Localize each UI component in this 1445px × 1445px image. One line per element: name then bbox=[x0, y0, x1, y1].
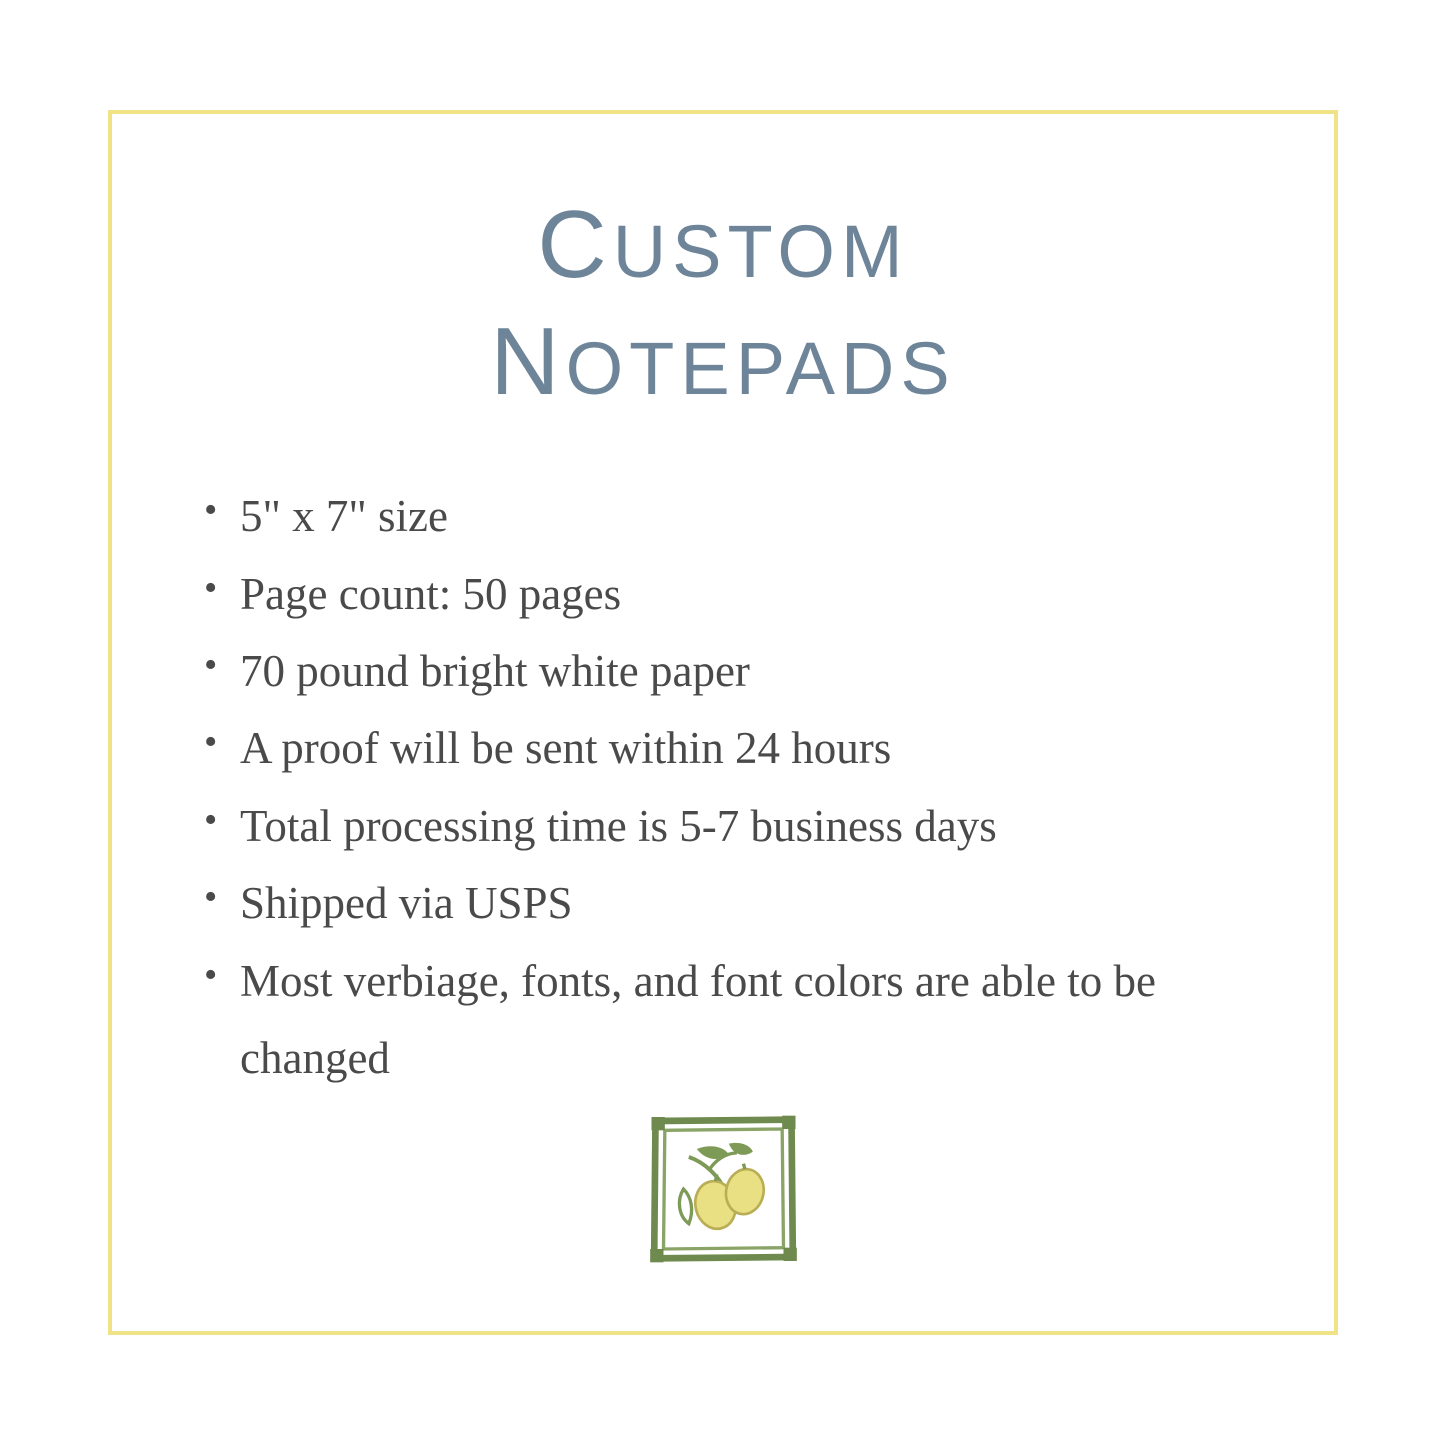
bullet-marker-icon: • bbox=[204, 953, 218, 996]
feature-list bbox=[112, 478, 1334, 1097]
bullet-marker-icon: • bbox=[204, 721, 218, 764]
list-item bbox=[112, 943, 1334, 1098]
list-item-label: Shipped via USPS bbox=[240, 878, 573, 929]
bullet-marker-icon: • bbox=[204, 566, 218, 609]
title-line-1-rest: USTOM bbox=[612, 210, 909, 293]
title-line-2 bbox=[112, 303, 1334, 420]
bullet-marker-icon: • bbox=[204, 876, 218, 919]
title-line-2-capital: N bbox=[490, 308, 566, 416]
list-item-label: Page count: 50 pages bbox=[240, 568, 622, 619]
page-title bbox=[112, 186, 1334, 420]
list-item bbox=[112, 478, 1334, 555]
list-item bbox=[112, 865, 1334, 942]
list-item bbox=[112, 633, 1334, 710]
list-item-label: Total processing time is 5-7 business days bbox=[240, 800, 997, 851]
list-item-label: Most verbiage, fonts, and font colors are able to be changed bbox=[240, 955, 1156, 1083]
logo-container bbox=[112, 1109, 1334, 1269]
list-item-label: 5" x 7" size bbox=[240, 491, 448, 542]
bullet-marker-icon: • bbox=[204, 489, 218, 532]
list-item bbox=[112, 556, 1334, 633]
product-info-card bbox=[108, 110, 1338, 1335]
bullet-marker-icon: • bbox=[204, 798, 218, 841]
list-item bbox=[112, 710, 1334, 787]
list-item bbox=[112, 788, 1334, 865]
title-line-2-rest: OTEPADS bbox=[565, 327, 956, 411]
title-line-1 bbox=[112, 186, 1334, 303]
list-item-label: A proof will be sent within 24 hours bbox=[240, 723, 892, 774]
list-item-label: 70 pound bright white paper bbox=[240, 646, 750, 696]
bullet-marker-icon: • bbox=[204, 644, 218, 686]
title-line-1-capital: C bbox=[537, 191, 613, 298]
lemon-branch-logo-icon bbox=[641, 1109, 806, 1269]
